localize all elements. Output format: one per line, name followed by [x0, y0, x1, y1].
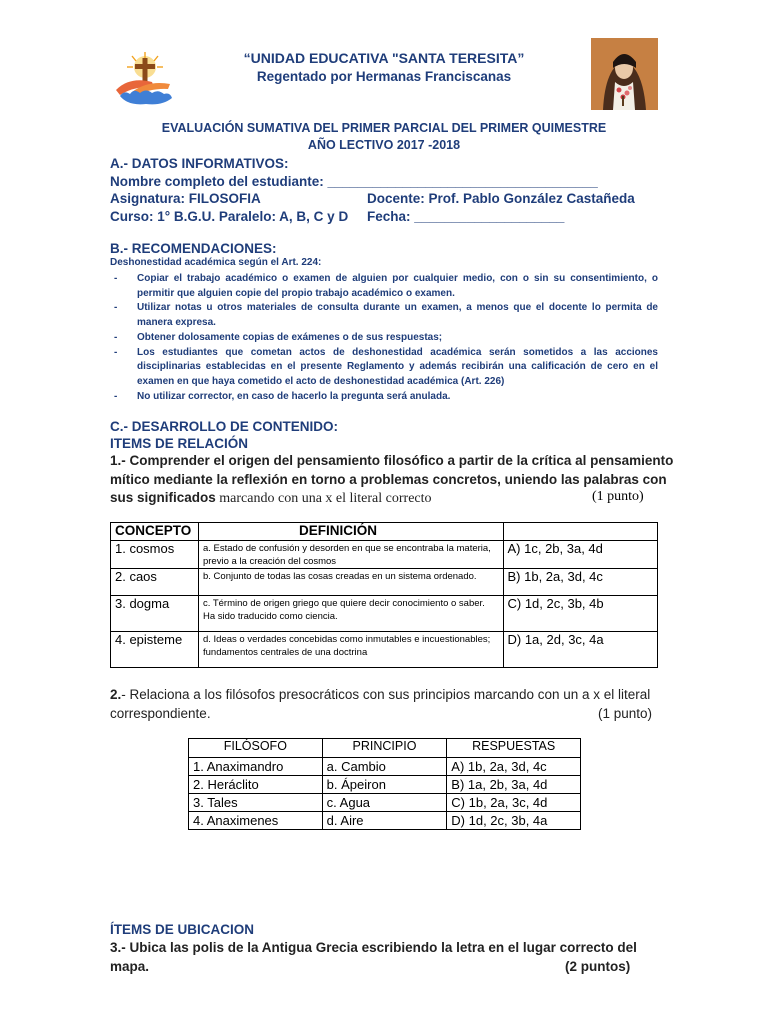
answer-option[interactable]: C) 1d, 2c, 3b, 4b	[503, 596, 658, 632]
column-header-answers: RESPUESTAS	[447, 739, 581, 758]
recommendations-list	[110, 272, 658, 404]
column-header-philosopher: FILÓSOFO	[189, 739, 323, 758]
q1-text-line3-bold: sus significados	[110, 490, 216, 505]
table-row	[189, 812, 581, 830]
table-row	[111, 541, 658, 569]
principle-cell: c. Agua	[322, 794, 447, 812]
table-row	[111, 596, 658, 632]
q3-points: (2 puntos)	[565, 959, 631, 974]
definition-cell: a. Estado de confusión y desorden en que se encontraba la materia, previo a la creación del cosmos	[198, 541, 503, 569]
column-header-definition: DEFINICIÓN	[198, 523, 503, 541]
teacher-label: Docente: Prof. Pablo González Castañeda	[367, 191, 635, 206]
section-c-heading: C.- DESARROLLO DE CONTENIDO:	[110, 419, 338, 434]
table-header-row	[189, 739, 581, 758]
term-cell: 2. caos	[111, 569, 199, 596]
table-header-row	[111, 523, 658, 541]
q1-text-line3-rest: marcando con una x el literal correcto	[215, 491, 432, 506]
term-cell: 1. cosmos	[111, 541, 199, 569]
answer-option[interactable]: D) 1a, 2d, 3c, 4a	[503, 632, 658, 668]
table-row	[189, 776, 581, 794]
items-relation-heading: ITEMS DE RELACIÓN	[110, 436, 249, 451]
q3-text-line2: mapa.	[110, 959, 150, 974]
course-label: Curso: 1° B.G.U. Paralelo: A, B, C y D	[110, 209, 349, 224]
philosopher-cell: 1. Anaximandro	[189, 758, 323, 776]
recommendation-item: - Utilizar notas u otros materiales de consulta durante un examen, a menos que el docente lo permita de manera expresa.	[110, 301, 658, 330]
recommendation-item: - Obtener dolosamente copias de exámenes o de sus respuestas;	[110, 331, 658, 346]
q3-text-line1: 3.- Ubica las polis de la Antigua Grecia escribiendo la letra en el lugar correcto del	[110, 940, 637, 955]
q2-text-line1	[110, 686, 650, 705]
section-b-heading: B.- RECOMENDACIONES:	[110, 241, 277, 256]
answer-option[interactable]: D) 1d, 2c, 3b, 4a	[447, 812, 581, 830]
q1-text-line2: mítico mediante la reflexión en torno a problemas concretos, uniendo las palabras con	[110, 472, 667, 487]
answer-option[interactable]: A) 1b, 2a, 3d, 4c	[447, 758, 581, 776]
philosophers-table	[188, 738, 581, 830]
q2-text-line2: correspondiente.	[110, 706, 211, 721]
column-header-answer	[503, 523, 658, 541]
answer-option[interactable]: C) 1b, 2a, 3c, 4d	[447, 794, 581, 812]
column-header-concept: CONCEPTO	[111, 523, 199, 541]
section-a-heading: A.- DATOS INFORMATIVOS:	[110, 156, 289, 171]
philosopher-cell: 3. Tales	[189, 794, 323, 812]
principle-cell: d. Aire	[322, 812, 447, 830]
recommendation-item: - Los estudiantes que cometan actos de deshonestidad académica serán sometidos a las acciones disciplinarias establecidas en el presente Reglamento y además recibirán una calificación de cero en el examen en que haya cometido el acto de deshonestidad académica (Art. 226)	[110, 346, 658, 390]
answer-option[interactable]: B) 1a, 2b, 3a, 4d	[447, 776, 581, 794]
concepts-table	[110, 522, 658, 668]
q2-points: (1 punto)	[598, 706, 653, 721]
table-row	[111, 569, 658, 596]
school-subtitle: Regentado por Hermanas Franciscanas	[256, 69, 512, 84]
philosopher-cell: 2. Heráclito	[189, 776, 323, 794]
term-cell: 4. episteme	[111, 632, 199, 668]
recommendation-item: - Copiar el trabajo académico o examen de alguien por cualquier medio, con o sin su consentimiento, o permitir que alguien copie del propio trabajo académico o examen.	[110, 272, 658, 301]
column-header-principle: PRINCIPIO	[322, 739, 447, 758]
definition-cell: d. Ideas o verdades concebidas como inmutables e incuestionables; fundamentos centrales de una doctrina	[198, 632, 503, 668]
answer-option[interactable]: A) 1c, 2b, 3a, 4d	[503, 541, 658, 569]
q1-points: (1 punto)	[592, 489, 644, 504]
principle-cell: b. Ápeiron	[322, 776, 447, 794]
q1-text-line1: 1.- Comprender el origen del pensamiento filosófico a partir de la crítica al pensamiento	[110, 453, 674, 468]
q2-number: 2.	[110, 687, 122, 702]
q1-text-line3	[110, 489, 432, 509]
definition-cell: c. Término de origen griego que quiere decir conocimiento o saber. Ha sido traducido como ciencia.	[198, 596, 503, 632]
q2-text: - Relaciona a los filósofos presocráticos con sus principios marcando con un a x el literal	[121, 687, 651, 702]
table-row	[111, 632, 658, 668]
school-name: “UNIDAD EDUCATIVA "SANTA TERESITA”	[243, 50, 525, 66]
exam-year: AÑO LECTIVO 2017 -2018	[307, 138, 461, 152]
definition-cell: b. Conjunto de todas las cosas creadas en un sistema ordenado.	[198, 569, 503, 596]
subject-label: Asignatura: FILOSOFIA	[110, 191, 261, 206]
philosopher-cell: 4. Anaximenes	[189, 812, 323, 830]
recommendation-item: - No utilizar corrector, en caso de hacerlo la pregunta será anulada.	[110, 390, 658, 405]
student-name-field[interactable]: Nombre completo del estudiante: ____________________________________	[110, 174, 598, 189]
items-location-heading: ÍTEMS DE UBICACION	[110, 922, 255, 937]
table-row	[189, 794, 581, 812]
table-row	[189, 758, 581, 776]
term-cell: 3. dogma	[111, 596, 199, 632]
answer-option[interactable]: B) 1b, 2a, 3d, 4c	[503, 569, 658, 596]
principle-cell: a. Cambio	[322, 758, 447, 776]
recommendations-intro: Deshonestidad académica según el Art. 224:	[110, 257, 322, 268]
exam-title: EVALUACIÓN SUMATIVA DEL PRIMER PARCIAL DEL PRIMER QUIMESTRE	[161, 121, 607, 135]
date-field[interactable]: Fecha: ____________________	[367, 209, 565, 224]
